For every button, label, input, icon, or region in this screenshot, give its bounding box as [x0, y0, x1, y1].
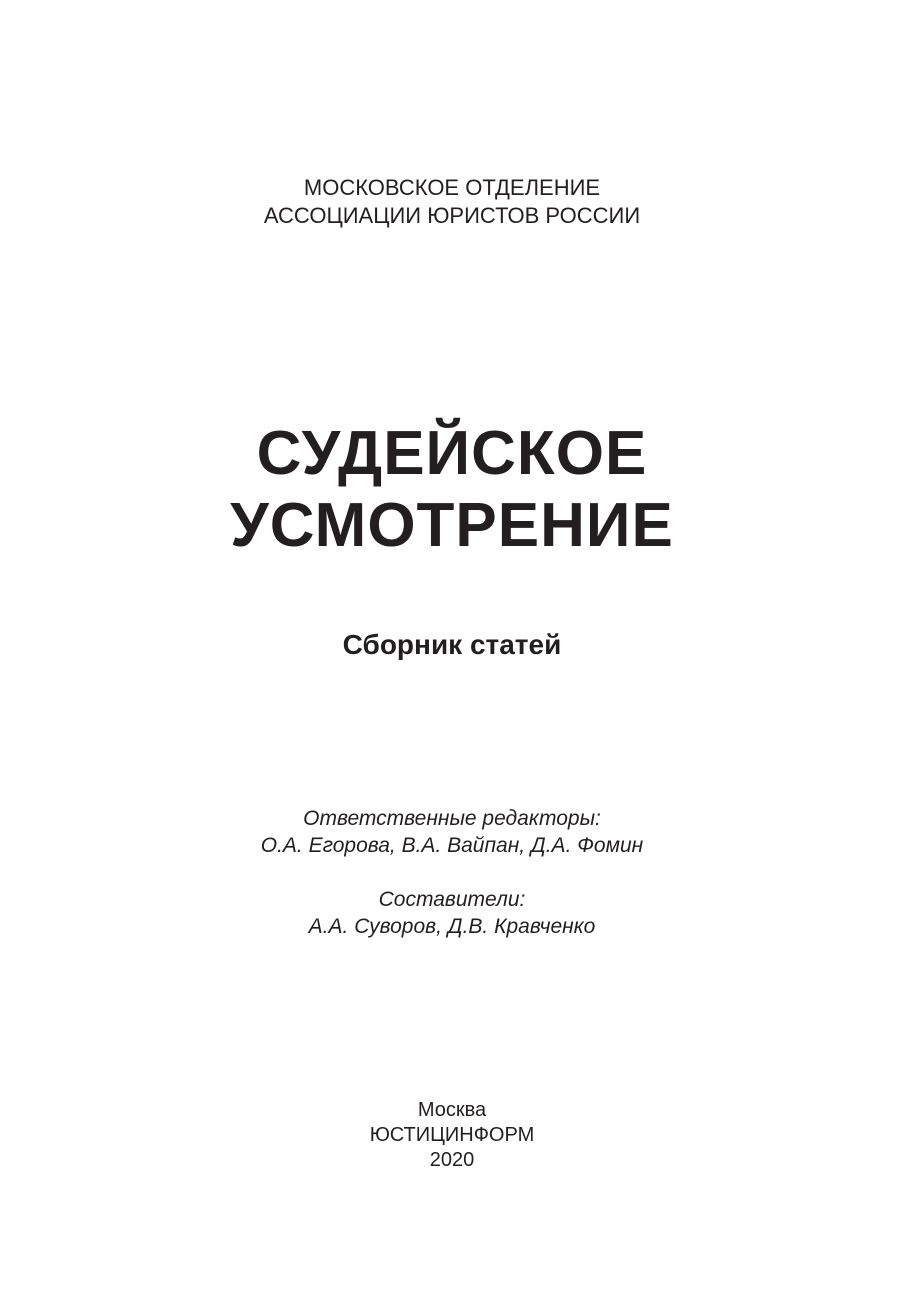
compilers-section [0, 886, 904, 940]
organization-header [0, 174, 904, 230]
book-title [0, 418, 904, 562]
editors-section [0, 805, 904, 859]
imprint-section [0, 1098, 904, 1173]
organization-line-2: АССОЦИАЦИИ ЮРИСТОВ РОССИИ [263, 203, 641, 228]
book-title-line-1: СУДЕЙСКОЕ [256, 419, 648, 488]
book-subtitle: Сборник статей [342, 629, 562, 660]
imprint-publisher: ЮСТИЦИНФОРМ [369, 1124, 535, 1146]
editors-names: О.А. Егорова, В.А. Вайпан, Д.А. Фомин [260, 834, 644, 857]
compilers-names: А.А. Суворов, Д.В. Кравченко [308, 915, 596, 938]
book-title-line-2: УСМОТРЕНИЕ [230, 491, 674, 560]
compilers-label: Составители: [378, 888, 526, 911]
imprint-year: 2020 [429, 1149, 475, 1171]
editors-label: Ответственные редакторы: [303, 807, 601, 830]
organization-line-1: МОСКОВСКОЕ ОТДЕЛЕНИЕ [303, 175, 601, 200]
imprint-city: Москва [417, 1099, 487, 1121]
